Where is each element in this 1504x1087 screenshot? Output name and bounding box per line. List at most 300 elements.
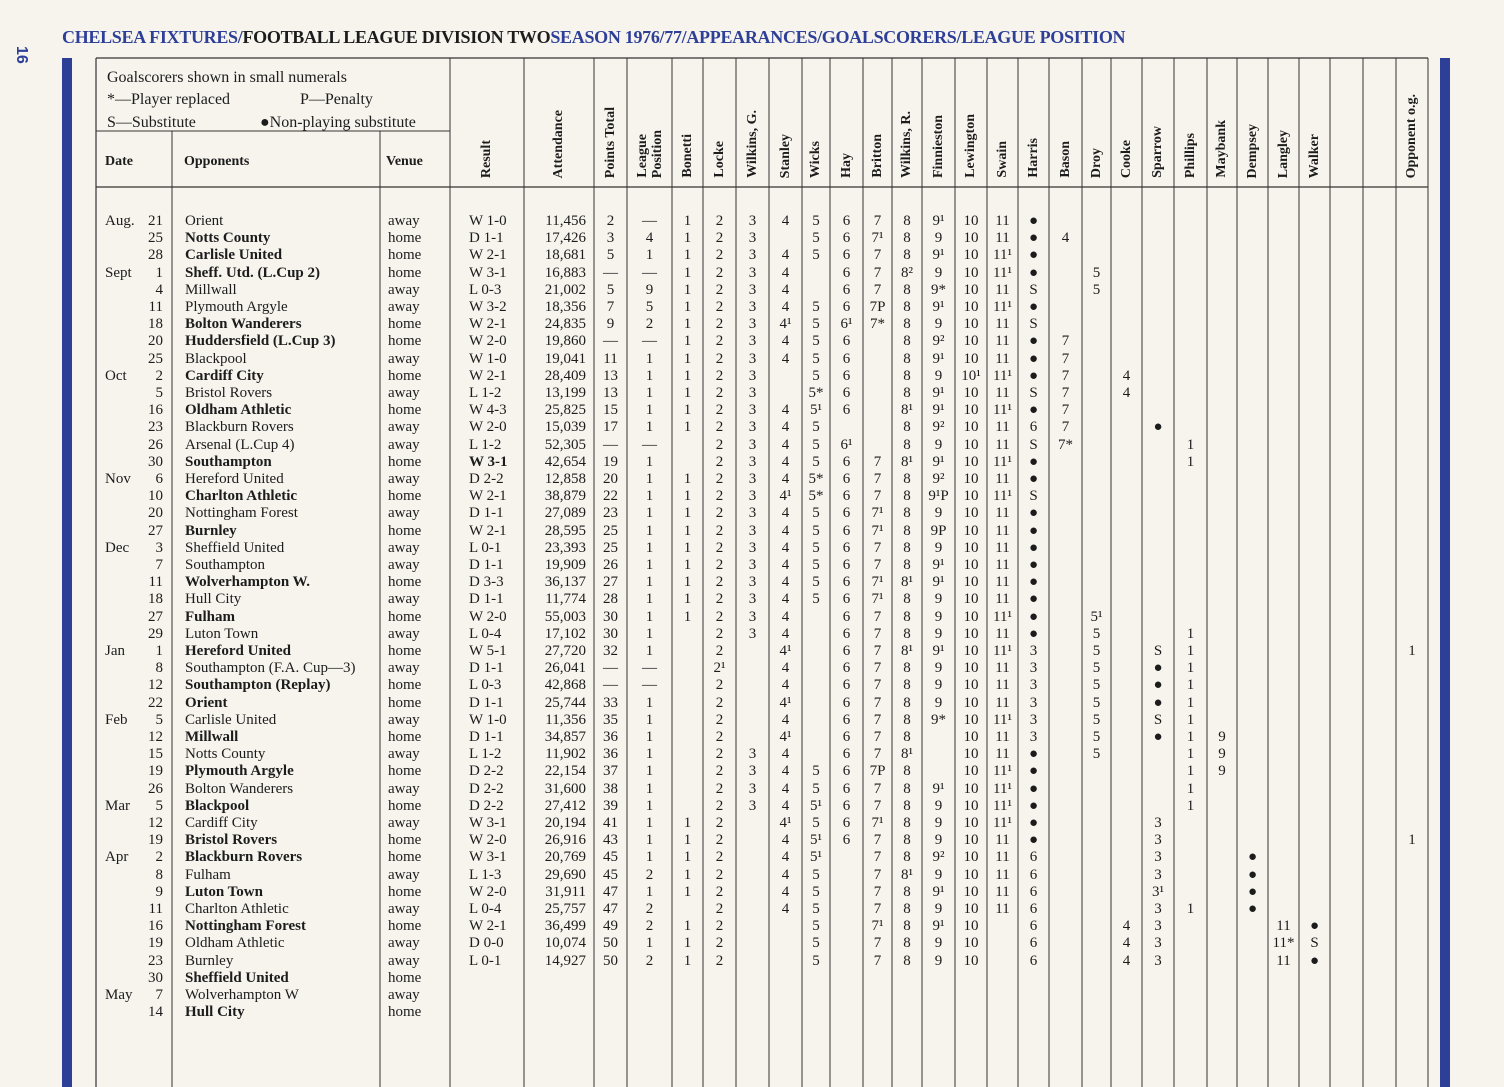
fixture-player-cell: 10	[963, 333, 979, 350]
fixture-player-cell: 10	[963, 711, 979, 728]
fixture-player-cell: 1	[1186, 780, 1195, 797]
fixture-day: 4	[155, 281, 163, 298]
fixture-player-cell: 2	[715, 935, 724, 952]
fixture-player-cell: 4	[781, 660, 790, 677]
fixture-venue: home	[388, 402, 422, 419]
fixture-opponent: Huddersfield (L.Cup 3)	[185, 333, 336, 350]
fixture-player-cell: S	[1153, 711, 1163, 728]
legend-replaced: *—Player replaced	[107, 91, 231, 108]
fixture-player-cell: 9²	[932, 849, 945, 866]
fixture-opponent: Hereford United	[185, 471, 284, 487]
fixture-player-cell: 3	[748, 522, 757, 539]
fixture-player-cell: 6	[842, 367, 851, 384]
fixture-day: 26	[148, 436, 163, 453]
fixture-player-cell: 1	[683, 419, 692, 436]
fixture-player-cell: 3	[748, 591, 757, 608]
fixture-player-cell: 3	[748, 247, 757, 264]
fixture-day: 12	[148, 729, 163, 745]
fixture-player-cell: ●	[1028, 402, 1039, 419]
fixture-venue: away	[388, 436, 420, 453]
fixture-player-cell: 1	[1186, 763, 1195, 780]
fixture-player-cell: 3	[1029, 660, 1038, 677]
fixture-player-cell: 6	[1029, 935, 1038, 952]
fixture-player-cell: 4	[781, 419, 790, 436]
fixture-player-cell: 8	[903, 952, 911, 969]
fixture-attendance: 38,879	[544, 488, 586, 505]
fixture-opponent: Notts County	[185, 746, 266, 763]
fixture-points-total: 33	[603, 694, 618, 711]
fixture-opponent: Blackburn Rovers	[185, 419, 294, 436]
fixture-league-position: 1	[645, 350, 654, 367]
fixture-player-cell: 4	[781, 453, 790, 470]
fixture-points-total: 3	[606, 230, 615, 247]
fixture-player-cell: 8¹	[901, 402, 913, 419]
fixture-player-cell: 6	[842, 488, 851, 505]
fixture-day: 5	[155, 797, 163, 814]
fixture-player-cell: 7	[873, 643, 882, 659]
fixture-player-cell: 11	[995, 505, 1010, 522]
fixture-points-total: 39	[603, 797, 618, 814]
fixture-league-position: —	[642, 677, 657, 694]
fixture-player-cell: 5	[1092, 746, 1101, 763]
fixture-player-cell: 6	[1029, 918, 1038, 935]
fixture-player-cell: 6	[842, 591, 851, 608]
fixture-venue: away	[388, 780, 420, 797]
fixture-venue: away	[388, 660, 420, 677]
fixture-player-cell: 4	[781, 711, 790, 728]
fixture-opponent: Luton Town	[185, 883, 263, 900]
fixture-player-cell: 6	[1029, 849, 1038, 866]
fixture-player-cell: 7¹	[871, 815, 884, 831]
fixture-player-cell: 1	[683, 333, 692, 350]
fixture-player-cell: 9	[934, 935, 943, 952]
fixture-points-total: 43	[603, 832, 618, 849]
fixture-player-cell: 5	[1092, 625, 1101, 642]
fixture-player-cell: 3	[748, 264, 757, 281]
fixture-player-cell: 4	[781, 557, 790, 573]
fixture-player-cell: 3	[748, 539, 757, 556]
fixture-player-cell: 1	[1186, 625, 1195, 642]
fixture-player-cell: 1	[683, 866, 692, 883]
fixture-league-position: 1	[645, 402, 654, 419]
fixture-league-position: 2	[645, 901, 654, 917]
fixture-player-cell: S	[1153, 643, 1163, 659]
fixture-player-cell: 4	[781, 436, 790, 453]
header-league-position-line1: League	[634, 134, 650, 178]
fixture-player-cell: 7¹	[871, 574, 884, 591]
fixture-result: W 3-1	[469, 815, 507, 831]
fixture-opponent: Plymouth Argyle	[185, 763, 294, 780]
fixture-player-cell: 5	[812, 213, 820, 229]
fixture-player-cell: ●	[1028, 574, 1039, 591]
fixture-player-cell: 5	[812, 522, 820, 539]
fixture-opponent: Oldham Athletic	[185, 402, 292, 419]
fixture-league-position: 1	[645, 539, 654, 556]
fixture-league-position: 5	[645, 299, 654, 315]
fixture-player-cell: 11	[995, 539, 1010, 556]
fixture-player-cell: 9	[934, 815, 943, 831]
fixture-player-cell: 5*	[808, 385, 824, 401]
fixture-player-cell: 5	[1092, 660, 1101, 677]
fixture-player-cell: ●	[1028, 746, 1039, 763]
fixture-day: 15	[148, 746, 163, 763]
fixture-player-cell: 3	[748, 453, 757, 470]
fixture-player-cell: 10	[963, 281, 979, 298]
legend-substitute: S—Substitute	[107, 114, 196, 131]
fixture-player-cell: 7	[1061, 385, 1070, 401]
fixture-player-cell: 5¹	[810, 849, 822, 866]
fixture-player-cell: 7	[873, 264, 882, 281]
fixture-player-cell: 10	[963, 832, 979, 849]
fixture-month: Apr	[105, 849, 129, 866]
fixture-player-cell: 3	[1029, 711, 1038, 728]
fixture-league-position: —	[642, 660, 657, 677]
fixture-player-cell: 8	[903, 505, 911, 522]
fixture-points-total: 13	[603, 385, 618, 401]
fixture-league-position: 2	[645, 866, 654, 883]
fixture-attendance: 27,412	[544, 797, 586, 814]
fixture-player-cell: 11¹	[993, 367, 1012, 384]
fixture-player-cell: 2	[715, 264, 724, 281]
fixture-venue: away	[388, 625, 420, 642]
fixture-player-cell: 8	[903, 883, 911, 900]
fixture-league-position: 1	[645, 883, 654, 900]
fixture-player-cell: 8	[903, 333, 911, 350]
fixture-player-cell: 2	[715, 539, 724, 556]
fixture-player-cell: 4	[781, 591, 790, 608]
fixture-player-cell: 10	[963, 935, 979, 952]
fixture-player-cell: 11¹	[993, 780, 1012, 797]
fixture-points-total: 32	[603, 643, 618, 659]
fixture-player-cell: ●	[1153, 694, 1163, 711]
fixture-player-cell: 1	[683, 832, 692, 849]
fixture-player-cell: 7	[873, 952, 882, 969]
fixture-player-cell: 3	[1029, 677, 1038, 694]
fixture-player-cell: 8²	[901, 264, 913, 281]
fixture-player-cell: 5	[1092, 729, 1101, 745]
fixture-result: W 2-1	[469, 367, 507, 384]
fixture-player-cell: ●	[1247, 901, 1258, 917]
fixture-opponent: Carlisle United	[185, 711, 277, 728]
fixture-opponent: Burnley	[185, 522, 237, 539]
fixture-league-position: 1	[645, 763, 654, 780]
fixture-player-cell: 8	[903, 849, 911, 866]
fixture-player-cell: ●	[1247, 849, 1258, 866]
header-venue: Venue	[386, 154, 423, 169]
fixture-player-cell: 5	[812, 367, 820, 384]
fixture-player-cell: 3	[748, 299, 757, 315]
fixture-player-cell: 4¹	[779, 729, 792, 745]
fixture-player-cell: 9	[934, 677, 943, 694]
fixture-opponent: Bristol Rovers	[185, 385, 273, 401]
fixture-league-position: 1	[645, 557, 654, 573]
fixture-player-cell: S	[1029, 316, 1038, 333]
header-player-maybank: Maybank	[1214, 120, 1229, 178]
fixture-day: 23	[148, 419, 163, 436]
fixture-player-cell: S	[1310, 935, 1319, 952]
fixture-points-total: 45	[603, 849, 618, 866]
fixture-player-cell: 3	[748, 333, 757, 350]
fixture-player-cell: 8¹	[901, 866, 913, 883]
fixture-league-position: 1	[645, 367, 654, 384]
fixture-player-cell: 3	[748, 385, 757, 401]
fixture-player-cell: ●	[1028, 367, 1039, 384]
fixture-player-cell: 2	[715, 797, 724, 814]
fixture-player-cell: ●	[1028, 230, 1039, 247]
fixture-player-cell: 7P	[869, 299, 886, 315]
fixture-player-cell: 4	[1122, 952, 1131, 969]
fixture-attendance: 25,825	[544, 402, 586, 419]
fixture-player-cell: 5	[812, 901, 820, 917]
fixture-attendance: 11,774	[545, 591, 586, 608]
fixture-attendance: 26,916	[544, 832, 586, 849]
fixture-player-cell: 7¹	[871, 918, 884, 935]
fixture-player-cell: 7	[873, 866, 882, 883]
fixture-player-cell: 11¹	[993, 711, 1012, 728]
fixture-day: 11	[148, 901, 163, 917]
fixture-player-cell: 9¹	[932, 918, 945, 935]
fixture-player-cell: 9	[934, 832, 943, 849]
fixture-player-cell: ●	[1028, 780, 1039, 797]
fixture-venue: home	[388, 608, 422, 625]
fixture-player-cell: 4	[781, 763, 790, 780]
fixture-player-cell: 7	[873, 780, 882, 797]
fixture-player-cell: 4	[781, 522, 790, 539]
fixture-player-cell: 10	[963, 901, 979, 917]
fixture-player-cell: 3	[1029, 643, 1038, 659]
fixture-venue: away	[388, 419, 420, 436]
fixture-player-cell: ●	[1028, 471, 1039, 487]
fixture-player-cell: 4¹	[779, 815, 792, 831]
fixture-venue: home	[388, 453, 422, 470]
fixture-player-cell: 1	[683, 574, 692, 591]
fixture-opponent: Blackpool	[185, 797, 250, 814]
fixture-points-total: 23	[603, 505, 618, 522]
fixture-day: 27	[148, 608, 163, 625]
fixture-player-cell: 6	[1029, 952, 1038, 969]
fixture-player-cell: 4	[781, 883, 790, 900]
fixture-attendance: 29,690	[544, 866, 586, 883]
fixture-player-cell: ●	[1028, 797, 1039, 814]
fixture-day: 29	[148, 625, 163, 642]
fixture-player-cell: 10	[963, 952, 979, 969]
fixture-player-cell: 8	[903, 797, 911, 814]
fixture-player-cell: 3	[1154, 815, 1162, 831]
fixture-player-cell: 5	[1092, 643, 1101, 659]
fixture-player-cell: 6¹	[840, 436, 853, 453]
fixture-player-cell: S	[1029, 281, 1038, 298]
fixture-player-cell: 2	[715, 385, 724, 401]
fixture-month: Oct	[105, 367, 127, 384]
fixture-attendance: 31,600	[544, 780, 586, 797]
fixture-player-cell: 7	[873, 694, 882, 711]
fixture-player-cell: 9	[1218, 729, 1226, 745]
fixture-player-cell: 5	[812, 935, 820, 952]
fixture-player-cell: 4	[781, 832, 790, 849]
fixture-day: 8	[155, 866, 163, 883]
fixture-opponent: Blackpool	[185, 350, 247, 367]
fixture-venue: away	[388, 213, 420, 229]
fixture-opponent: Sheffield United	[185, 539, 285, 556]
fixture-venue: home	[388, 849, 422, 866]
fixture-result: W 2-1	[469, 316, 507, 333]
fixture-player-cell: 5	[812, 350, 820, 367]
fixture-month: Feb	[105, 711, 128, 728]
fixture-player-cell: 11¹	[993, 763, 1012, 780]
fixture-player-cell: 5¹	[810, 832, 822, 849]
fixture-month: Mar	[105, 797, 130, 814]
fixture-player-cell: S	[1029, 385, 1038, 401]
fixture-venue: away	[388, 281, 420, 298]
fixture-result: W 1-0	[469, 711, 507, 728]
fixture-player-cell: 8	[903, 281, 911, 298]
fixture-player-cell: 7¹	[871, 591, 884, 608]
fixture-player-cell: 9¹	[932, 402, 945, 419]
fixture-player-cell: ●	[1028, 832, 1039, 849]
fixture-player-cell: 11	[1276, 918, 1291, 935]
fixture-player-cell: 4	[781, 608, 790, 625]
fixture-player-cell: 8	[903, 935, 911, 952]
page-number: 16	[13, 46, 30, 64]
fixture-player-cell: 6	[842, 281, 851, 298]
fixture-day: 20	[148, 505, 163, 522]
fixture-player-cell: 11¹	[993, 299, 1012, 315]
fixture-player-cell: 2	[715, 453, 724, 470]
fixture-player-cell: 3	[748, 436, 757, 453]
fixture-day: 12	[148, 677, 163, 694]
fixture-attendance: 36,137	[544, 574, 586, 591]
header-player-wilkins-g: Wilkins, G.	[744, 110, 760, 178]
fixture-points-total: 50	[603, 952, 618, 969]
fixture-player-cell: 7¹	[871, 230, 884, 247]
fixture-player-cell: 7	[873, 281, 882, 298]
fixture-player-cell: 9	[934, 608, 943, 625]
fixture-result: W 2-0	[469, 419, 507, 436]
fixture-player-cell: 5	[812, 539, 820, 556]
fixture-day: 19	[148, 832, 163, 849]
fixture-player-cell: 1	[683, 281, 692, 298]
fixture-player-cell: 11¹	[993, 815, 1012, 831]
fixture-player-cell: 8¹	[901, 643, 913, 659]
fixture-player-cell: 5	[812, 763, 820, 780]
fixture-player-cell: 7	[1061, 350, 1070, 367]
fixture-venue: away	[388, 952, 420, 969]
fixture-result: W 2-1	[469, 247, 507, 264]
fixture-league-position: 1	[645, 935, 654, 952]
fixture-result: D 1-1	[469, 729, 504, 745]
fixture-points-total: 30	[603, 608, 618, 625]
fixture-opponent: Blackburn Rovers	[185, 849, 303, 866]
fixture-day: 22	[148, 694, 163, 711]
fixture-player-cell: 11	[995, 849, 1010, 866]
fixture-player-cell: 1	[683, 505, 692, 522]
fixture-player-cell: ●	[1153, 729, 1163, 745]
fixture-player-cell: ●	[1247, 866, 1258, 883]
fixture-player-cell: 3¹	[1152, 883, 1164, 900]
fixture-player-cell: 3	[748, 763, 757, 780]
fixture-result: D 2-2	[469, 780, 504, 797]
fixture-league-position: 1	[645, 247, 654, 264]
fixture-day: 18	[148, 591, 163, 608]
fixture-player-cell: ●	[1028, 350, 1039, 367]
fixture-venue: home	[388, 883, 422, 900]
fixture-player-cell: 11	[995, 866, 1010, 883]
fixture-points-total: 25	[603, 522, 618, 539]
fixture-player-cell: ●	[1247, 883, 1258, 900]
header-player-walker: Walker	[1306, 133, 1322, 178]
fixture-player-cell: 4	[781, 471, 790, 487]
fixture-player-cell: 2	[715, 677, 724, 694]
fixture-league-position: 1	[645, 746, 654, 763]
fixture-player-cell: 1	[1186, 694, 1195, 711]
fixture-player-cell: 7	[873, 488, 882, 505]
fixture-player-cell: 8¹	[901, 574, 913, 591]
fixture-player-cell: 1	[683, 367, 692, 384]
fixture-opponent: Sheffield United	[185, 969, 289, 986]
fixture-points-total: 41	[603, 815, 618, 831]
fixture-opponent: Cardiff City	[185, 815, 258, 831]
fixture-attendance: 27,720	[544, 643, 586, 659]
fixture-player-cell: 1	[683, 402, 692, 419]
fixture-player-cell: 4	[781, 746, 790, 763]
fixture-points-total: 30	[603, 625, 618, 642]
fixture-points-total: 38	[603, 780, 618, 797]
fixture-points-total: 11	[603, 350, 618, 367]
fixture-opponent: Cardiff City	[185, 367, 264, 384]
fixture-venue: home	[388, 1004, 422, 1021]
fixture-player-cell: 8	[903, 729, 911, 745]
fixture-result: L 0-3	[469, 281, 502, 298]
header-attendance: Attendance	[551, 109, 566, 178]
fixture-player-cell: 9	[934, 866, 943, 883]
fixture-player-cell: 10	[963, 643, 979, 659]
fixture-player-cell: 4	[781, 677, 790, 694]
fixture-player-cell: 11	[995, 522, 1010, 539]
fixture-player-cell: 2	[715, 763, 724, 780]
fixture-attendance: 20,769	[544, 849, 586, 866]
header-opponent-og: Opponent o.g.	[1404, 93, 1419, 178]
fixture-player-cell: 1	[683, 299, 692, 315]
fixture-points-total: —	[603, 436, 618, 453]
fixture-player-cell: 9	[934, 505, 943, 522]
fixture-player-cell: 2	[715, 471, 724, 487]
fixture-player-cell: 8	[903, 385, 911, 401]
fixture-player-cell: 1	[683, 488, 692, 505]
fixture-venue: home	[388, 247, 422, 264]
header-player-bason: Bason	[1057, 141, 1073, 178]
header-player-dempsey: Dempsey	[1244, 123, 1260, 178]
fixture-attendance: 22,154	[544, 763, 586, 780]
fixture-player-cell: 2	[715, 213, 724, 229]
fixture-player-cell: 6	[842, 746, 851, 763]
fixture-player-cell: ●	[1028, 453, 1039, 470]
fixture-player-cell: 9¹	[932, 453, 945, 470]
fixture-league-position: 1	[645, 591, 654, 608]
fixture-venue: home	[388, 230, 422, 247]
fixture-day: 16	[148, 918, 163, 935]
fixture-opponent: Bolton Wanderers	[185, 316, 302, 333]
fixture-attendance: 36,499	[544, 918, 586, 935]
fixture-player-cell: 11	[995, 625, 1010, 642]
fixture-opponent: Wolverhampton W	[185, 987, 299, 1003]
fixture-player-cell: 11	[995, 694, 1010, 711]
fixture-venue: away	[388, 591, 420, 608]
fixture-player-cell: 11	[995, 471, 1010, 487]
fixture-league-position: 4	[645, 230, 654, 247]
fixture-day: 25	[148, 350, 163, 367]
fixture-player-cell: 4	[781, 333, 790, 350]
fixture-day: 5	[155, 711, 163, 728]
